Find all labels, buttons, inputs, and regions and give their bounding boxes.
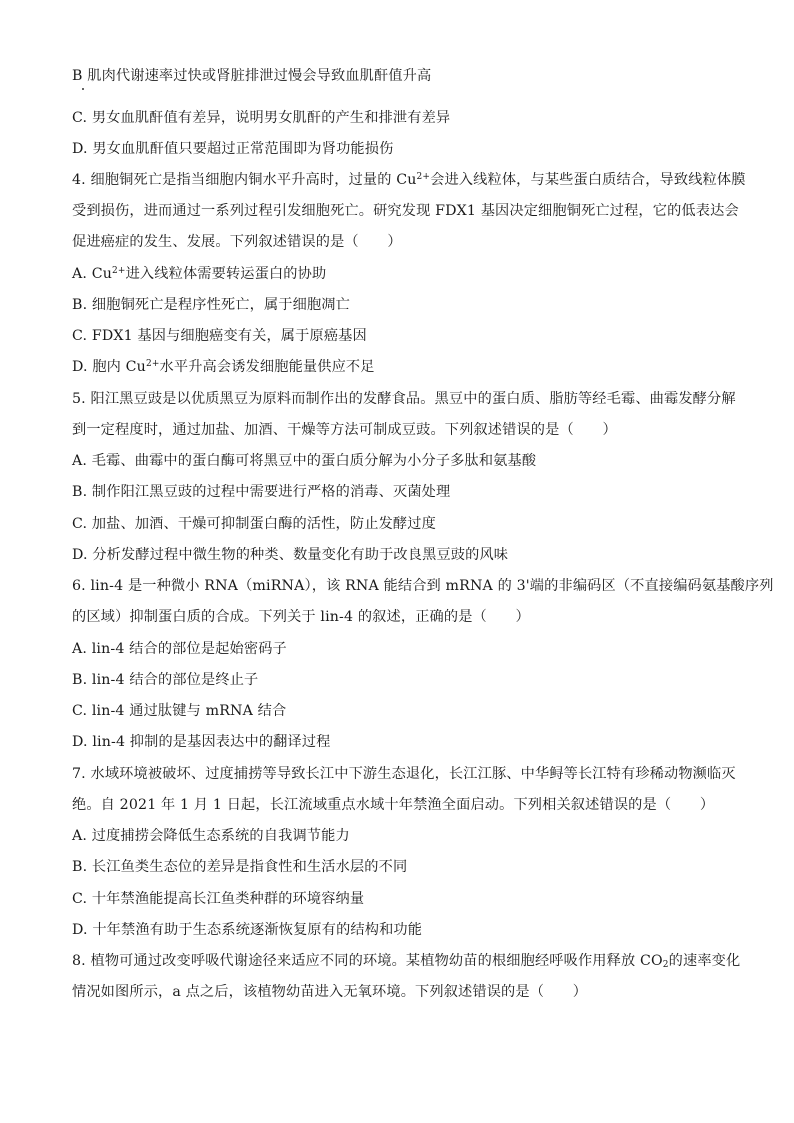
- q4-option-d: D. 胞内 $Cu^{2+}$水平升高会诱发细胞能量供应不足: [72, 359, 375, 375]
- q6-stem-line-2: 的区域）抑制蛋白质的合成。下列关于 lin-4 的叙述，正确的是（ ）: [72, 609, 530, 625]
- q3-option-d: D. 男女血肌酐值只要超过正常范围即为肾功能损伤: [72, 141, 394, 157]
- q7-option-a: A. 过度捕捞会降低生态系统的自我调节能力: [72, 828, 350, 844]
- q5-stem-line-2: 到一定程度时，通过加盐、加酒、干燥等方法可制成豆豉。下列叙述错误的是（ ）: [72, 422, 617, 438]
- q6-option-d: D. lin-4 抑制的是基因表达中的翻译过程: [72, 734, 331, 750]
- q4-stem-line-3: 促进癌症的发生、发展。下列叙述错误的是（ ）: [72, 234, 402, 250]
- stray-mark: [82, 88, 84, 90]
- q6-option-c: C. lin-4 通过肽键与 mRNA 结合: [72, 703, 287, 719]
- q5-stem-line-1: 5. 阳江黑豆豉是以优质黑豆为原料而制作出的发酵食品。黑豆中的蛋白质、脂肪等经毛霉、曲霉发酵分解: [72, 391, 736, 407]
- q5-option-a: A. 毛霉、曲霉中的蛋白酶可将黑豆中的蛋白质分解为小分子多肽和氨基酸: [72, 453, 537, 469]
- q7-option-b: B. 长江鱼类生态位的差异是指食性和生活水层的不同: [72, 859, 408, 875]
- q7-stem-line-2: 绝。自 2021 年 1 月 1 日起，长江流域重点水域十年禁渔全面启动。下列相关叙述错误的是（ ）: [72, 797, 715, 813]
- q6-option-a: A. lin-4 结合的部位是起始密码子: [72, 641, 287, 657]
- q7-option-d: D. 十年禁渔有助于生态系统逐渐恢复原有的结构和功能: [72, 922, 423, 938]
- q6-option-b: B. lin-4 结合的部位是终止子: [72, 672, 259, 688]
- q3-option-b: B 肌肉代谢速率过快或肾脏排泄过慢会导致血肌酐值升高: [72, 68, 432, 84]
- q4-option-a: A. $Cu^{2+}$进入线粒体需要转运蛋白的协助: [72, 266, 327, 282]
- q4-stem-line-1: 4. 细胞铜死亡是指当细胞内铜水平升高时，过量的 $Cu^{2+}$会进入线粒体，与某些蛋白质结合，导致线粒体膜: [72, 172, 746, 188]
- q8-stem-line-2: 情况如图所示，a 点之后，该植物幼苗进入无氧环境。下列叙述错误的是（ ）: [72, 984, 588, 1000]
- q3-option-c: C. 男女血肌酐值有差异，说明男女肌酐的产生和排泄有差异: [72, 110, 451, 126]
- q8-stem-line-1: 8. 植物可通过改变呼吸代谢途径来适应不同的环境。某植物幼苗的根细胞经呼吸作用释放 $CO_2$的速率变化: [72, 953, 741, 970]
- q5-option-b: B. 制作阳江黑豆豉的过程中需要进行严格的消毒、灭菌处理: [72, 484, 451, 500]
- q6-stem-line-1: 6. lin-4 是一种微小 RNA（miRNA），该 RNA 能结合到 mRNA 的 3'端的非编码区（不直接编码氨基酸序列: [72, 578, 774, 594]
- q4-option-b: B. 细胞铜死亡是程序性死亡，属于细胞凋亡: [72, 297, 350, 313]
- q5-option-c: C. 加盐、加酒、干燥可抑制蛋白酶的活性，防止发酵过度: [72, 516, 436, 532]
- q7-stem-line-1: 7. 水域环境被破坏、过度捕捞等导致长江中下游生态退化，长江江豚、中华鲟等长江特有珍稀动物濒临灭: [72, 766, 736, 782]
- q7-option-c: C. 十年禁渔能提高长江鱼类种群的环境容纳量: [72, 891, 365, 907]
- q5-option-d: D. 分析发酵过程中微生物的种类、数量变化有助于改良黑豆豉的风味: [72, 547, 509, 563]
- q4-option-c: C. FDX1 基因与细胞癌变有关，属于原癌基因: [72, 328, 367, 344]
- q4-stem-line-2: 受到损伤，进而通过一系列过程引发细胞死亡。研究发现 FDX1 基因决定细胞铜死亡过程，它的低表达会: [72, 203, 739, 219]
